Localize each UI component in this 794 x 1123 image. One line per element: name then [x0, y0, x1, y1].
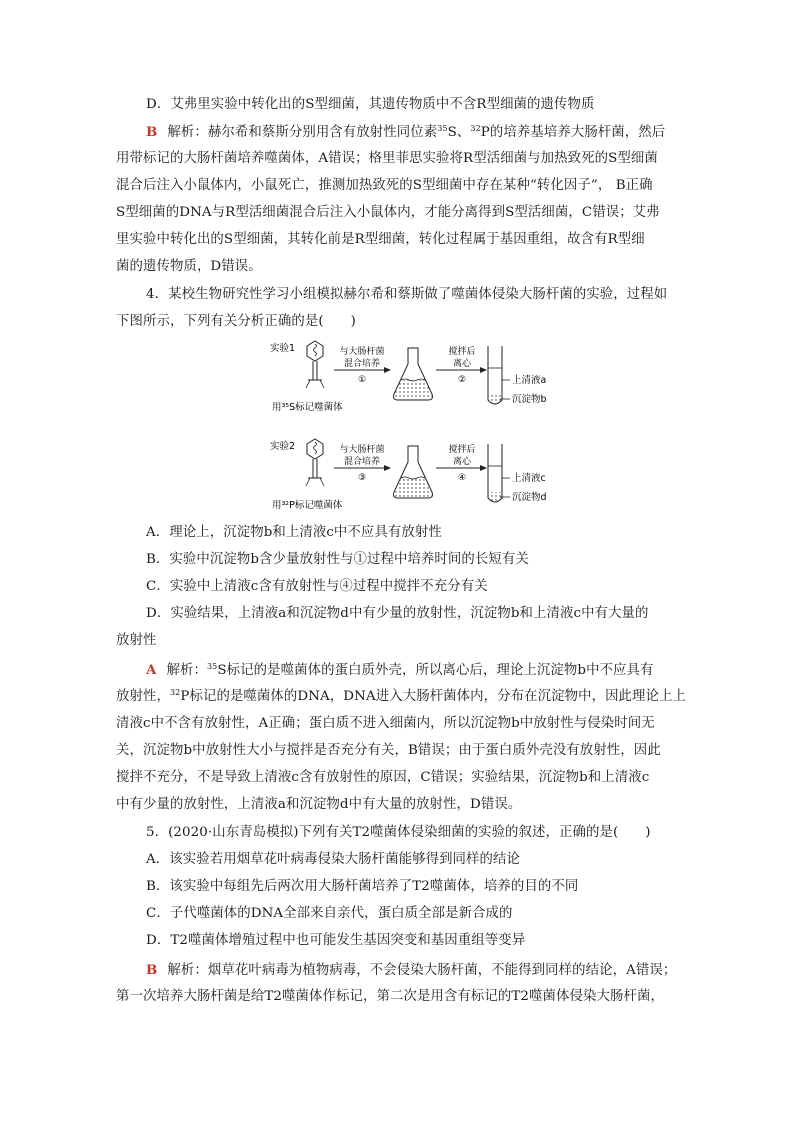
q5-option-a: A．该实验若用烟草花叶病毒侵染大肠杆菌能够得到同样的结论 — [146, 852, 521, 867]
q3-explanation-line-3: 混合后注入小鼠体内，小鼠死亡，推测加热致死的S型细菌中存在某种“转化因子”， B正确 — [116, 178, 653, 193]
mix-label-2a: 与大肠杆菌 — [339, 445, 385, 455]
q4-explanation-line-4: 关，沉淀物b中放射性大小与搅拌是否充分有关，B错误；由于蛋白质外壳没有放射性，因此 — [116, 743, 661, 758]
step-1: ① — [357, 375, 367, 385]
phage1-icon — [306, 341, 324, 388]
q4-option-d-line-1: D．实验结果，上清液a和沉淀物d中有少量的放射性，沉淀物b和上清液c中有大量的 — [146, 606, 649, 621]
step-2: ② — [457, 375, 467, 385]
spin-label-2b: 离心 — [452, 457, 472, 467]
flask-2-icon — [394, 446, 433, 498]
exp2-label: 实验2 — [270, 441, 296, 452]
tube-2-icon — [488, 444, 510, 502]
q4-option-a: A．理论上，沉淀物b和上清液c中不应具有放射性 — [146, 525, 442, 540]
q3-explanation-line-4: S型细菌的DNA与R型活细菌混合后注入小鼠体内，才能分离得到S型活细菌，C错误；艾弗 — [116, 205, 660, 220]
mix-label-1a: 与大肠杆菌 — [339, 347, 385, 357]
q3-explanation-line-2: 用带标记的大肠杆菌培养噬菌体，A错误；格里菲思实验将R型活细菌与加热致死的S型细菌 — [116, 151, 658, 166]
q4-explanation-line-3: 清液c中不含有放射性，A正确；蛋白质不进入细菌内，所以沉淀物b中放射性与侵染时间无 — [116, 716, 655, 731]
exp1-label: 实验1 — [270, 343, 296, 354]
phage1-label: 用³⁵S标记噬菌体 — [272, 402, 343, 413]
q4-explanation-line-5: 搅拌不充分，不是导致上清液c含有放射性的原因，C错误；实验结果，沉淀物b和上清液c — [116, 770, 650, 785]
step-3: ③ — [357, 473, 367, 483]
sediment-b-label: 沉淀物b — [512, 394, 547, 405]
q3-answer: B — [146, 124, 158, 140]
experiment-diagram — [262, 338, 552, 516]
spin-label-1a: 搅拌后 — [448, 347, 476, 357]
q4-explanation-line-1: A 解析：$^{35}$S标记的是噬菌体的蛋白质外壳，所以离心后，理论上沉淀物b中不应具有 — [146, 662, 654, 678]
q5-explanation-line-1: B 解析：烟草花叶病毒为植物病毒，不会侵染大肠杆菌，不能得到同样的结论，A错误； — [146, 962, 677, 978]
q3-explanation-line-5: 里实验中转化出的S型细菌，其转化前是R型细菌，转化过程属于基因重组，故含有R型细 — [116, 232, 645, 247]
flask-1-icon — [394, 348, 433, 400]
q4-option-b: B．实验中沉淀物b含少量放射性与①过程中培养时间的长短有关 — [146, 552, 529, 567]
q3-explanation-line-6: 菌的遗传物质，D错误。 — [116, 259, 262, 274]
mix-label-2b: 混合培养 — [343, 457, 381, 467]
sediment-d-label: 沉淀物d — [512, 492, 547, 503]
q3-option-d: D．艾弗里实验中转化出的S型细菌，其遗传物质中不含R型细菌的遗传物质 — [146, 97, 595, 112]
q5-explanation-line-2: 第一次培养大肠杆菌是给T2噬菌体作标记，第二次是用含有标记的T2噬菌体侵染大肠杆菌， — [116, 989, 664, 1004]
phage2-icon — [306, 439, 324, 486]
q5-option-b: B．该实验中每组先后两次用大肠杆菌培养了T2噬菌体，培养的目的不同 — [146, 879, 579, 894]
q5-option-d: D．T2噬菌体增殖过程中也可能发生基因突变和基因重组等变异 — [146, 933, 526, 948]
q4-stem-line-2: 下图所示，下列有关分析正确的是( ) — [116, 314, 356, 329]
spin-label-2a: 搅拌后 — [448, 445, 476, 455]
mix-label-1b: 混合培养 — [343, 359, 381, 369]
q5-stem: 5．(2020·山东青岛模拟)下列有关T2噬菌体侵染细菌的实验的叙述，正确的是( ) — [146, 825, 651, 840]
q3-explanation-line-1: B 解析：赫尔希和蔡斯分别用含有放射性同位素$^{35}$S、$^{32}$P的培养基培养大肠杆菌，然后 — [146, 124, 666, 140]
q4-option-d-line-2: 放射性 — [116, 633, 157, 648]
experiment-figure — [262, 338, 552, 516]
phage2-label: 用³²P标记噬菌体 — [272, 500, 343, 511]
supernatant-c-label: 上清液c — [512, 473, 546, 484]
q4-option-c: C．实验中上清液c含有放射性与④过程中搅拌不充分有关 — [146, 579, 488, 594]
q4-stem-line-1: 4．某校生物研究性学习小组模拟赫尔希和蔡斯做了噬菌体侵染大肠杆菌的实验，过程如 — [146, 287, 668, 302]
supernatant-a-label: 上清液a — [512, 375, 547, 386]
spin-label-1b: 离心 — [452, 359, 472, 369]
step-4: ④ — [457, 473, 467, 483]
q4-explanation-line-6: 中有少量的放射性，上清液a和沉淀物d中有大量的放射性，D错误。 — [116, 797, 522, 812]
q5-answer: B — [146, 962, 158, 978]
q4-explanation-line-2: 放射性，$^{32}$P标记的是噬菌体的DNA，DNA进入大肠杆菌体内，分布在沉淀物中，因此理论上上 — [116, 688, 687, 704]
q5-option-c: C．子代噬菌体的DNA全部来自亲代，蛋白质全部是新合成的 — [146, 906, 513, 921]
q4-answer: A — [146, 662, 157, 678]
tube-1-icon — [488, 346, 510, 404]
